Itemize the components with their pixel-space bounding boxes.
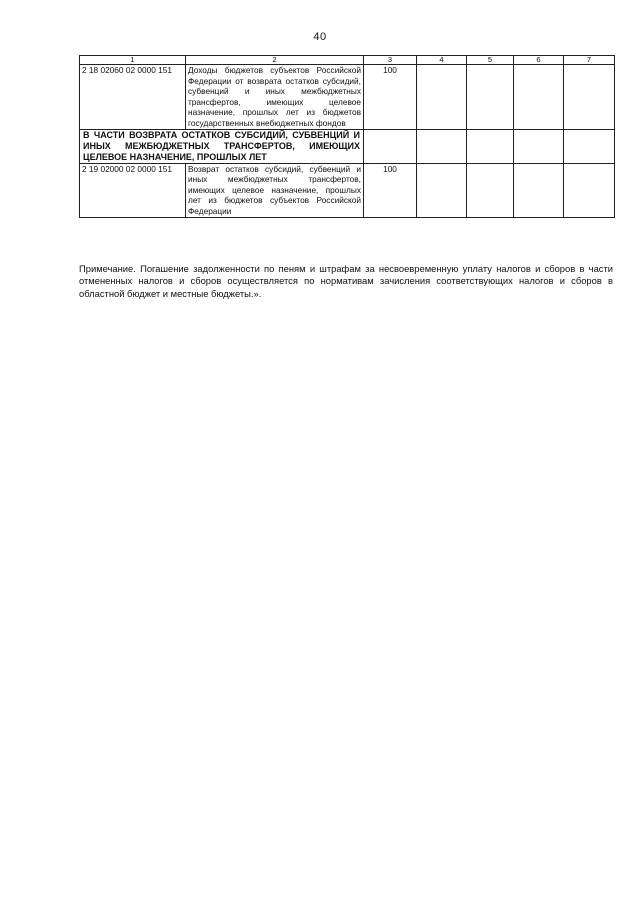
table-row xyxy=(80,65,615,130)
norm-value-cell: 100 xyxy=(364,163,417,217)
col-7-cell xyxy=(564,163,615,217)
col-6-cell xyxy=(514,65,564,130)
section-empty-cell xyxy=(564,129,615,163)
income-description-cell: Доходы бюджетов субъектов Российской Федерации от возврата остатков субсидий, субвенций и иных межбюджетных трансфертов, имеющих целевое назначение, прошлых лет из бюджетов государственных внебюджетных фондов xyxy=(186,65,364,130)
section-empty-cell xyxy=(417,129,467,163)
header-col-1: 1 xyxy=(80,56,186,65)
header-col-4: 4 xyxy=(417,56,467,65)
page-number: 40 xyxy=(313,31,327,43)
col-4-cell xyxy=(417,163,467,217)
section-empty-cell xyxy=(364,129,417,163)
section-empty-cell xyxy=(467,129,514,163)
header-col-3: 3 xyxy=(364,56,417,65)
section-heading: В ЧАСТИ ВОЗВРАТА ОСТАТКОВ СУБСИДИЙ, СУБВЕНЦИЙ И ИНЫХ МЕЖБЮДЖЕТНЫХ ТРАНСФЕРТОВ, ИМЕЮЩИХ ЦЕЛЕВОЕ НАЗНАЧЕНИЕ, ПРОШЛЫХ ЛЕТ xyxy=(80,129,364,163)
col-6-cell xyxy=(514,163,564,217)
col-5-cell xyxy=(467,163,514,217)
col-5-cell xyxy=(467,65,514,130)
income-description-cell: Возврат остатков субсидий, субвенций и иных межбюджетных трансфертов, имеющих целевое назначение, прошлых лет из бюджетов субъектов Российской Федерации xyxy=(186,163,364,217)
section-empty-cell xyxy=(514,129,564,163)
header-col-5: 5 xyxy=(467,56,514,65)
income-code-cell: 2 18 02060 02 0000 151 xyxy=(80,65,186,130)
section-row xyxy=(80,129,615,163)
budget-classification-table xyxy=(79,55,615,218)
header-col-7: 7 xyxy=(564,56,615,65)
norm-value-cell: 100 xyxy=(364,65,417,130)
header-col-6: 6 xyxy=(514,56,564,65)
col-4-cell xyxy=(417,65,467,130)
table-row xyxy=(80,163,615,217)
header-col-2: 2 xyxy=(186,56,364,65)
income-code-cell: 2 19 02000 02 0000 151 xyxy=(80,163,186,217)
footnote: Примечание. Погашение задолженности по пеням и штрафам за несвоевременную уплату налогов и сборов в части отмененных налогов и сборов осуществляется по нормативам зачисления соответствующих налогов и сборов в областной бюджет и местные бюджеты.». xyxy=(79,263,613,299)
table-header-row xyxy=(80,56,615,65)
col-7-cell xyxy=(564,65,615,130)
